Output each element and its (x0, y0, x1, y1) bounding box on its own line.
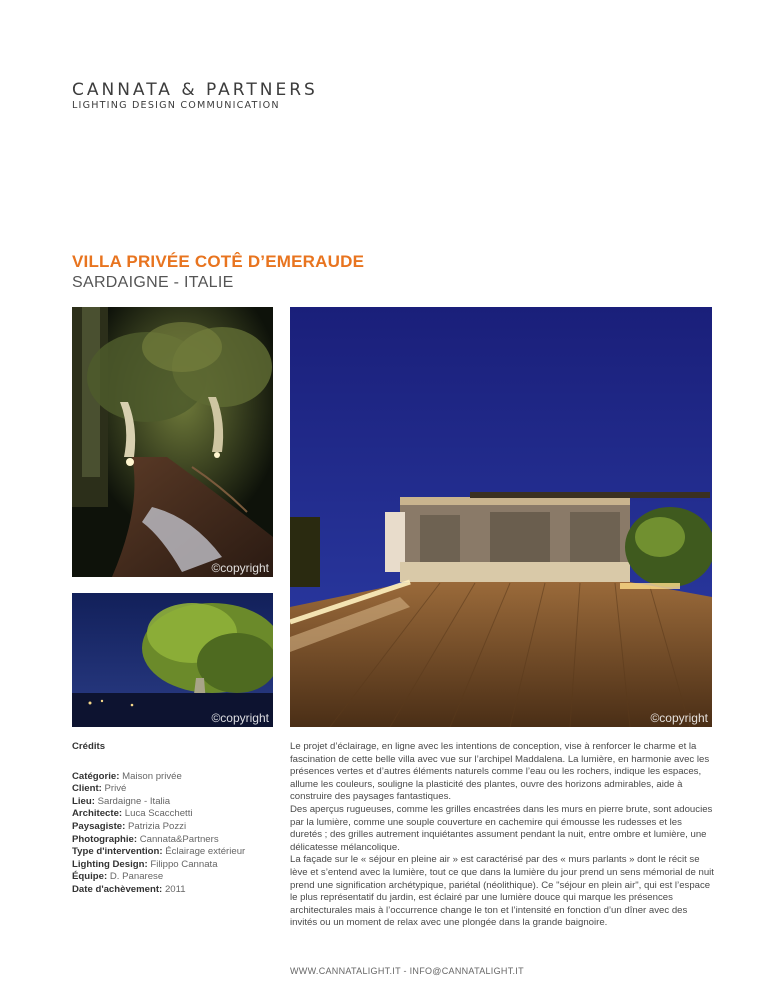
credit-value: Patrizia Pozzi (128, 820, 187, 832)
credit-line (72, 796, 272, 809)
credit-value: Luca Scacchetti (124, 808, 193, 820)
credit-value: 2011 (164, 883, 186, 895)
brand-logo (72, 82, 318, 111)
brand-tagline: LIGHTING DESIGN COMMUNICATION (72, 100, 280, 111)
credit-label: Lighting Design: (72, 858, 148, 870)
credit-value: Filippo Cannata (150, 858, 218, 870)
lit-tree-illustration (72, 593, 273, 727)
credits-block (72, 741, 272, 897)
credit-label: Paysagiste: (72, 820, 126, 832)
credit-value: D. Panarese (109, 871, 164, 883)
credit-line (72, 846, 272, 859)
footer-contact: WWW.CANNATALIGHT.IT - INFO@CANNATALIGHT.IT (290, 966, 524, 976)
project-title: VILLA PRIVÉE COTÊ D’EMERAUDE (72, 252, 365, 271)
photo-garden-path (72, 307, 273, 577)
credit-label: Catégorie: (72, 770, 120, 782)
credit-label: Photographie: (72, 833, 138, 845)
copyright-watermark: ©copyright (211, 561, 269, 575)
credit-value: Privé (104, 783, 127, 795)
credit-line (72, 884, 272, 897)
credits-heading: Crédits (72, 741, 106, 752)
credit-label: Lieu: (72, 795, 95, 807)
credit-line (72, 808, 272, 821)
project-description (290, 741, 714, 930)
credit-line (72, 859, 272, 872)
photo-lit-tree (72, 593, 273, 727)
credit-label: Client: (72, 783, 102, 795)
credit-line (72, 783, 272, 796)
terrace-illustration (290, 307, 712, 727)
credit-label: Type d'intervention: (72, 846, 163, 858)
description-paragraph: Le projet d’éclairage, en ligne avec les intentions de conception, vise à renforcer le charme et la fascination de cette belle villa avec vue sur l’archipel Maddalena. La lumière, en harmonie avec les présences vertes et d’autres éléments naturels comme l’eau ou les rochers, indique les espaces, allume les couleurs, souligne la plasticité des plantes, ouvre des horizons admirables, aide à construire des paysages fantastiques. (290, 741, 710, 803)
description-paragraph: Des aperçus rugueuses, comme les grilles encastrées dans les murs en pierre brute, sont adoucies par la lumière, comme une souple couverture en cachemire qui émousse les rudesses et les duretés ; des grilles autrement inquiétantes assument pendant la nuit, entre ombre et lumière, une délicatesse mélancolique. (290, 803, 713, 853)
credit-line (72, 871, 272, 884)
credit-value: Maison privée (122, 770, 182, 782)
credit-value: Éclairage extérieur (165, 846, 246, 858)
credit-value: Cannata&Partners (139, 833, 219, 845)
copyright-watermark: ©copyright (211, 711, 269, 725)
credit-label: Date d'achèvement: (72, 883, 163, 895)
description-paragraph: La façade sur le « séjour en pleine air » est caractérisé par des « murs parlants » dont le récit se lève et s’entend avec la lumière, tout ce que dans la lumière du jour prend un sens mémorial de nuit prend une signification archétypique, pariétal (néolithique). Ce "séjour en plein air", qui est l’espace le plus représentatif du jardin, est éclairé par une lumière douce qui marque les présences architecturales mais à l’occurrence change le ton et l’intensité en fonction d’un dîner avec des invités ou un moment de relax avec une plongée dans la grande baignoire. (290, 854, 714, 929)
photo-terrace (290, 307, 712, 727)
credit-value: Sardaigne - Italia (97, 795, 171, 807)
credit-line (72, 834, 272, 847)
copyright-watermark: ©copyright (650, 711, 708, 725)
brand-name: CANNATA & PARTNERS (72, 80, 318, 100)
credit-line (72, 771, 272, 784)
project-location: SARDAIGNE - ITALIE (72, 274, 234, 291)
credit-label: Architecte: (72, 808, 123, 820)
garden-path-illustration (72, 307, 273, 577)
credit-line (72, 821, 272, 834)
credit-label: Équipe: (72, 871, 108, 883)
